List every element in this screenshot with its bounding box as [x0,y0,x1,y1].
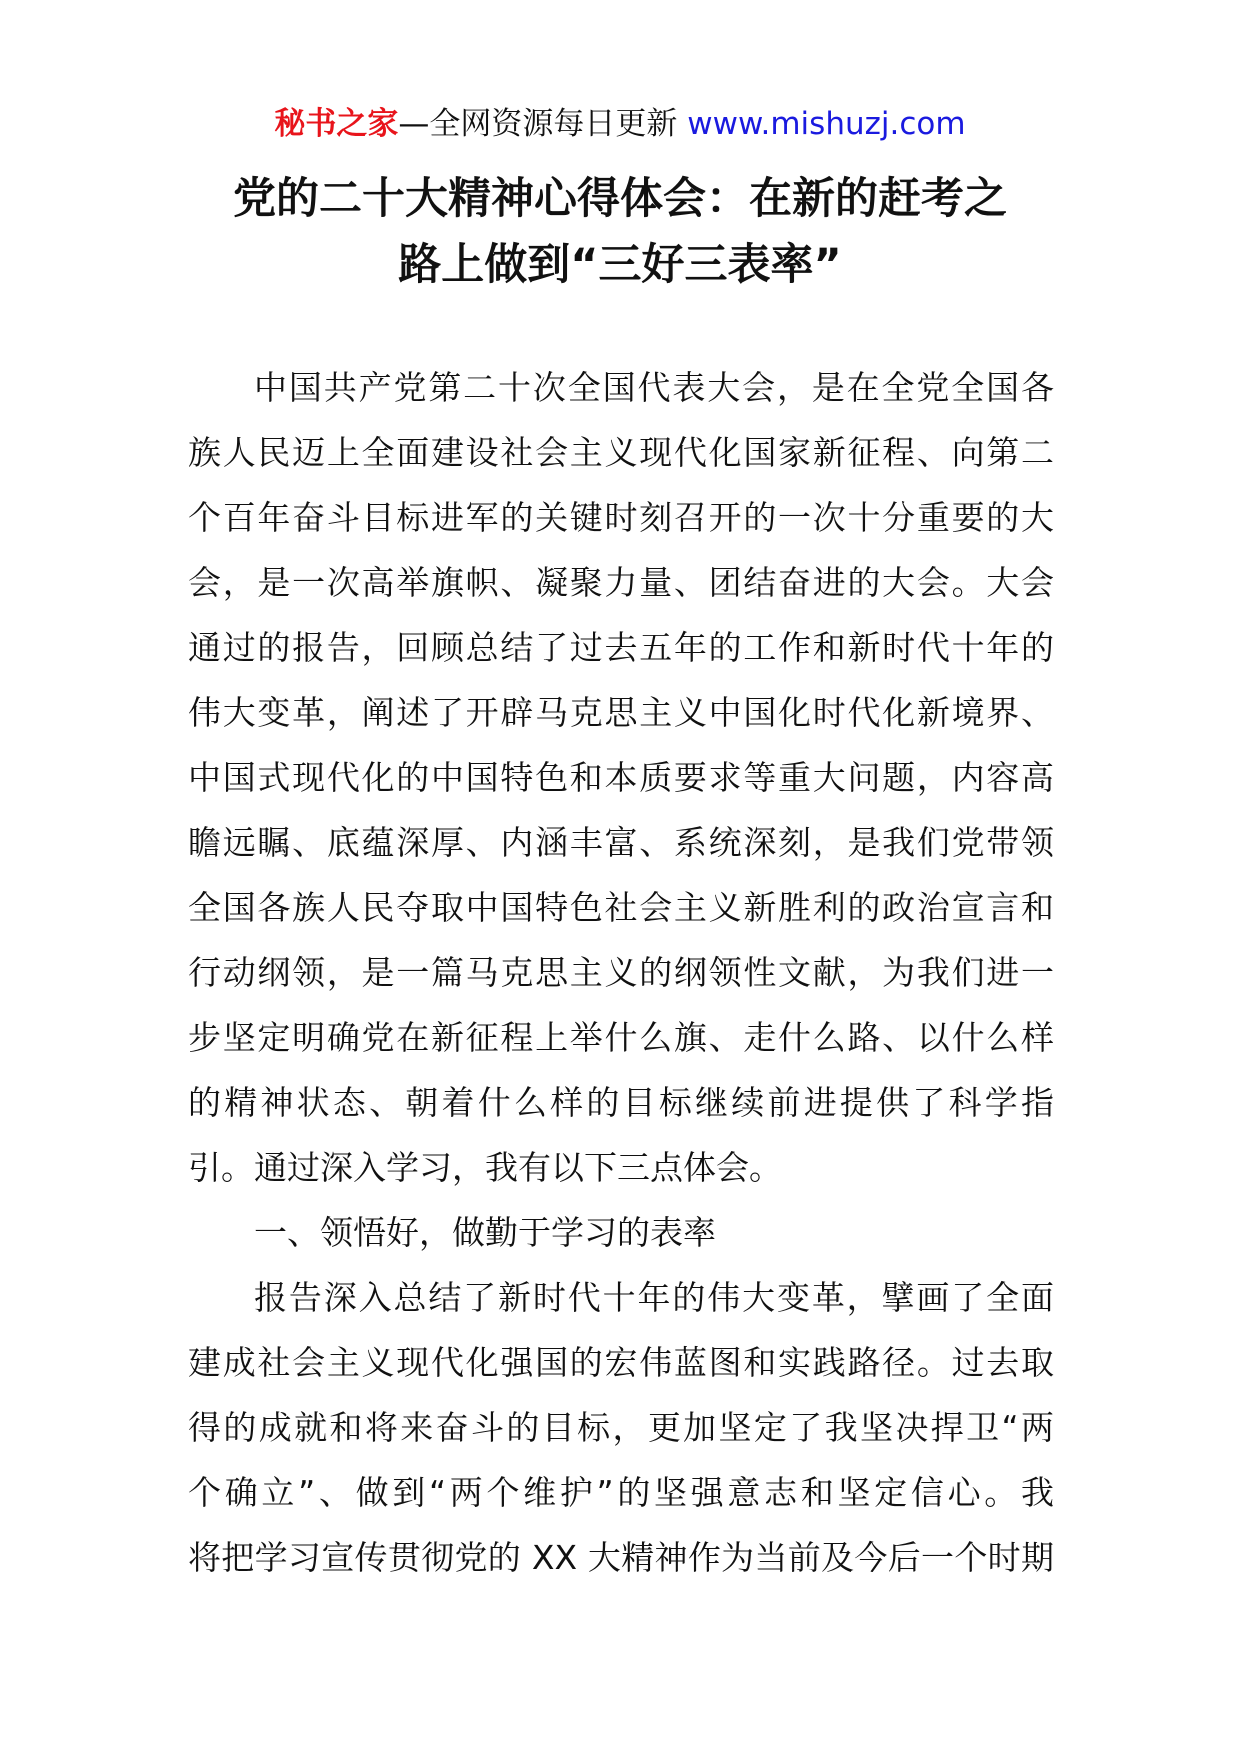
text-line: 建成社会主义现代化强国的宏伟蓝图和实践路径。过去取 [188,1343,1054,1382]
text-line: 引。通过深入学习，我有以下三点体会。 [188,1148,782,1187]
text-line: 行动纲领，是一篇马克思主义的纲领性文献，为我们进一 [188,953,1054,992]
section-heading: 一、领悟好，做勤于学习的表率 [254,1213,716,1252]
title-line-1: 党的二十大精神心得体会：在新的赶考之 [233,174,1007,224]
text-line: 瞻远瞩、底蕴深厚、内涵丰富、系统深刻，是我们党带领 [188,823,1054,862]
text-line: 的精神状态、朝着什么样的目标继续前进提供了科学指 [188,1083,1054,1122]
text-line: 步坚定明确党在新征程上举什么旗、走什么路、以什么样 [188,1018,1054,1057]
text-line: 个百年奋斗目标进军的关键时刻召开的一次十分重要的大 [188,498,1054,537]
document-title [140,166,1100,298]
text-line: 中国共产党第二十次全国代表大会，是在全党全国各 [254,368,1054,407]
text-line: 个确立”、做到“两个维护”的坚强意志和坚定信心。我 [188,1473,1054,1512]
site-url-link[interactable]: www.mishuzj.com [687,106,966,142]
text-line: 伟大变革，阐述了开辟马克思主义中国化时代化新境界、 [188,693,1054,732]
text-line: 全国各族人民夺取中国特色社会主义新胜利的政治宣言和 [188,888,1054,927]
text-line: 得的成就和将来奋斗的目标，更加坚定了我坚决捍卫“两 [188,1408,1054,1447]
site-tagline: —全网资源每日更新 [398,106,678,142]
text-line: 中国式现代化的中国特色和本质要求等重大问题，内容高 [188,758,1054,797]
text-line: 通过的报告，回顾总结了过去五年的工作和新时代十年的 [188,628,1054,667]
text-line: 族人民迈上全面建设社会主义现代化国家新征程、向第二 [188,433,1054,472]
text-line: 会，是一次高举旗帜、凝聚力量、团结奋进的大会。大会 [188,563,1054,602]
title-line-2: 路上做到“三好三表率” [398,240,842,290]
paragraph-2 [188,1265,1054,1590]
text-line: 报告深入总结了新时代十年的伟大变革，擘画了全面 [254,1278,1054,1317]
site-header [0,104,1240,144]
site-brand: 秘书之家 [274,106,399,142]
paragraph-1 [188,355,1054,1200]
document-body [188,355,1054,1590]
text-line: 将把学习宣传贯彻党的 XX 大精神作为当前及今后一个时期 [188,1538,1054,1577]
